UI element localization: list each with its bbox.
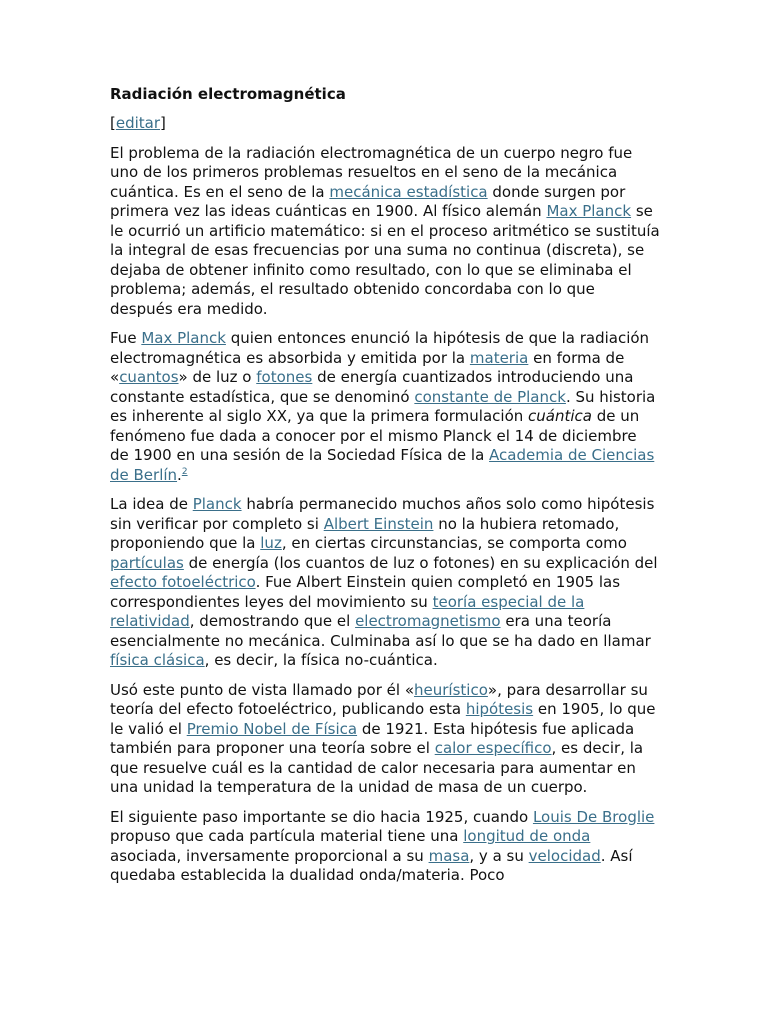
text: , en ciertas circunstancias, se comporta como — [281, 534, 627, 552]
link-cuantos[interactable]: cuantos — [119, 368, 179, 386]
link-constante-de-planck[interactable]: constante de Planck — [414, 387, 566, 406]
text: se le ocurrió un artificio matemático: si en el proceso aritmético se sustituía la integral de esas frecuencias por una suma no continua (discreta), se dejaba de obtener infinito como resultado, con lo que se eliminaba el problema; además, el resultado obtenido concordaba con lo que después era medido. — [110, 202, 660, 318]
text: . Su historia es inherente al siglo XX, ya que la primera formulación — [110, 387, 656, 425]
paragraph-1 — [110, 144, 660, 320]
link-particulas[interactable]: partículas — [110, 553, 184, 572]
text: El problema de la radiación electromagnética de un cuerpo negro fue uno de los primeros problemas resueltos en el seno de la mecánica cuántica. Es en el seno de la — [110, 143, 633, 201]
link-academia-berlin[interactable]: Academia de Ciencias de Berlín — [110, 446, 655, 484]
link-calor-especifico[interactable]: calor específico — [434, 739, 552, 757]
text: quien entonces enunció la hipótesis de que la radiación electromagnética es absorbida y emitida por la — [110, 329, 650, 367]
text: . Fue Albert Einstein quien completó en 1905 las correspondientes leyes del movimiento su — [110, 573, 621, 611]
link-luz[interactable]: luz — [260, 534, 282, 552]
link-fisica-clasica[interactable]: física clásica — [110, 651, 205, 669]
text: , y a su — [469, 846, 529, 865]
text: de energía (los cuantos de luz o fotones) en su explicación del — [183, 553, 658, 572]
link-velocidad[interactable]: velocidad — [528, 846, 601, 865]
text: La idea de — [110, 495, 193, 513]
text: , es decir, la que resuelve cuál es la cantidad de calor necesaria para aumentar en una unidad la temperatura de la unidad de masa de un cuerpo. — [110, 739, 644, 796]
edit-bracket-close: ] — [160, 114, 166, 132]
link-masa[interactable]: masa — [428, 846, 470, 865]
link-planck[interactable]: Planck — [192, 495, 242, 513]
text: » de luz o — [178, 368, 257, 386]
link-premio-nobel[interactable]: Premio Nobel de Física — [186, 719, 358, 738]
edit-section — [110, 114, 660, 134]
text: Fue — [110, 329, 142, 347]
emphasis-cuantica: cuántica — [528, 407, 592, 425]
link-albert-einstein[interactable]: Albert Einstein — [323, 514, 434, 533]
link-max-planck[interactable]: Max Planck — [546, 202, 632, 220]
text: asociada, inversamente proporcional a su — [110, 846, 429, 865]
text: en 1905, lo que le valió el — [110, 700, 656, 738]
text: . Así quedaba establecida la dualidad onda/materia. Poco — [110, 846, 633, 884]
text: no la hubiera retomado, proponiendo que la — [110, 514, 620, 552]
link-teoria-relatividad[interactable]: teoría especial de la relatividad — [110, 592, 585, 630]
link-electromagnetismo[interactable]: electromagnetismo — [355, 612, 501, 630]
paragraph-2 — [110, 329, 660, 485]
text: habría permanecido muchos años solo como hipótesis sin verificar por completo si — [110, 495, 655, 533]
text: , es decir, la física no-cuántica. — [204, 651, 438, 669]
text: en forma de « — [110, 348, 625, 386]
link-max-planck[interactable]: Max Planck — [141, 329, 226, 347]
text: de energía cuantizados introduciendo una constante estadística, que se denominó — [110, 368, 634, 406]
link-efecto-fotoelectrico[interactable]: efecto fotoeléctrico — [110, 573, 256, 591]
text: . — [177, 465, 182, 484]
paragraph-5 — [110, 808, 660, 886]
article — [110, 84, 660, 896]
link-hipotesis[interactable]: hipótesis — [465, 700, 534, 718]
text: donde surgen por primera vez las ideas cuánticas en 1900. Al físico alemán — [110, 182, 626, 220]
text: », para desarrollar su teoría del efecto fotoeléctrico, publicando esta — [110, 680, 648, 718]
link-materia[interactable]: materia — [469, 348, 529, 367]
section-heading: Radiación electromagnética — [110, 85, 346, 103]
text: de 1921. Esta hipótesis fue aplicada también para proponer una teoría sobre el — [110, 719, 635, 757]
paragraph-3 — [110, 495, 660, 671]
text: propuso que cada partícula material tiene una — [110, 827, 464, 845]
link-longitud-de-onda[interactable]: longitud de onda — [463, 827, 591, 845]
link-heuristico[interactable]: heurístico — [414, 680, 488, 699]
text: Usó este punto de vista llamado por él « — [110, 680, 415, 699]
text: era una teoría esencialmente no mecánica. Culminaba así lo que se ha dado en llamar — [110, 612, 651, 650]
link-fotones[interactable]: fotones — [256, 368, 313, 386]
text: de un fenómeno fue dada a conocer por el mismo Planck el 14 de diciembre de 1900 en una sesión de la Sociedad Física de la — [110, 407, 640, 464]
link-mecanica-estadistica[interactable]: mecánica estadística — [329, 182, 488, 201]
text: , demostrando que el — [189, 612, 356, 630]
footnote-link[interactable]: 2 — [181, 466, 188, 477]
edit-link[interactable]: editar — [115, 114, 161, 132]
link-louis-de-broglie[interactable]: Louis De Broglie — [532, 807, 655, 826]
text: El siguiente paso importante se dio hacia 1925, cuando — [110, 807, 533, 826]
paragraph-4 — [110, 681, 660, 798]
edit-bracket-open: [ — [110, 114, 116, 132]
